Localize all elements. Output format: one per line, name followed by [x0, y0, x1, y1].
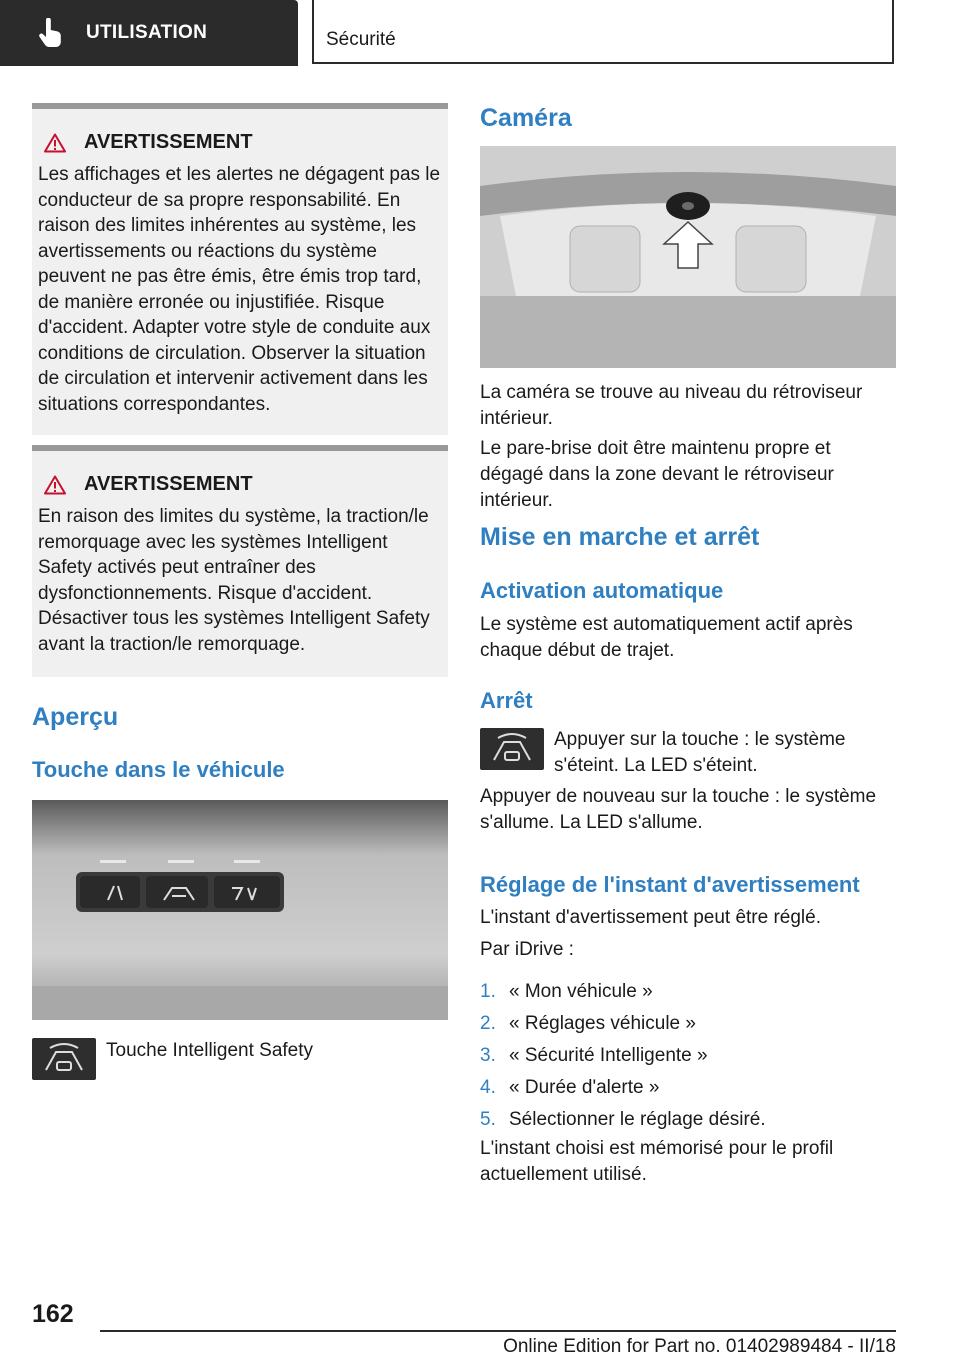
- warning-triangle-icon: [44, 475, 66, 495]
- chapter-tab: [312, 0, 894, 64]
- timing-text-2: Par iDrive :: [480, 939, 574, 960]
- timing-closing: L'instant choisi est mémorisé pour le profil actuellement utilisé.: [480, 1138, 834, 1185]
- heading-mise-en-marche: Mise en marche et arrêt: [480, 523, 760, 551]
- page-number: 162: [32, 1300, 74, 1328]
- list-item: 3. « Sécurité Intelligente »: [480, 1045, 708, 1066]
- warning-box-1: [32, 103, 448, 435]
- button-caption: Touche Intelligent Safety: [106, 1040, 314, 1061]
- intelligent-safety-button-icon: [480, 728, 544, 770]
- footer-edition: Online Edition for Part no. 01402989484 - II/18: [503, 1336, 896, 1357]
- section-title: UTILISATION: [86, 22, 208, 43]
- list-item: 4. « Durée d'alerte »: [480, 1077, 660, 1098]
- camera-photo: [480, 146, 896, 368]
- buttons-photo: [32, 800, 448, 1020]
- warning-triangle-icon: [44, 133, 66, 153]
- heading-camera: Caméra: [480, 104, 572, 132]
- heading-arret: Arrêt: [480, 688, 533, 713]
- warning-box-2: [32, 445, 448, 677]
- warning-title: AVERTISSEMENT: [84, 473, 253, 495]
- heading-apercu: Aperçu: [32, 703, 119, 731]
- list-item: 1. « Mon véhicule »: [480, 981, 653, 1002]
- hand-pointer-icon: [38, 18, 64, 48]
- warning-title: AVERTISSEMENT: [84, 131, 253, 153]
- heading-touche-vehicule: Touche dans le véhicule: [32, 757, 285, 782]
- warning-text: En raison des limites du système, la traction/le remorquage avec les systèmes Intelligent Safety activés peut entraîner des dysfonctionnements. Risque d'accident. Désactiver tous les systèmes Intelligent Safety avant la traction/le remorquage.: [38, 506, 430, 655]
- intelligent-safety-button-icon: [32, 1038, 96, 1080]
- footer-rule: [100, 1330, 896, 1332]
- chapter-title: Sécurité: [326, 29, 396, 50]
- auto-text: Le système est automatiquement actif après chaque début de trajet.: [480, 614, 853, 661]
- warning-text: Les affichages et les alertes ne dégagent pas le conducteur de sa propre responsabilité. En raison des limites inhérentes au système, les avertissements ou réactions du système peuvent ne pas être émis, être émis trop tard, de manière erronée ou injustifiée. Risque d'accident. Adapter votre style de conduite aux conditions de circulation. Observer la situation de circulation et intervenir activement dans les situations correspondantes.: [38, 164, 441, 415]
- heading-reglage-instant: Réglage de l'instant d'avertissement: [480, 872, 860, 897]
- off-text-2: Appuyer de nouveau sur la touche : le système s'allume. La LED s'allume.: [480, 786, 877, 833]
- list-item: 2. « Réglages véhicule »: [480, 1013, 696, 1034]
- camera-text-2: Le pare-brise doit être maintenu propre et dégagé dans la zone devant le rétroviseur intérieur.: [480, 438, 834, 511]
- steps-list: [480, 976, 896, 1136]
- timing-text-1: L'instant d'avertissement peut être réglé.: [480, 907, 821, 928]
- heading-activation-auto: Activation automatique: [480, 578, 724, 603]
- camera-text-1: La caméra se trouve au niveau du rétroviseur intérieur.: [480, 382, 863, 429]
- section-tab: [0, 0, 298, 66]
- off-text-1: Appuyer sur la touche : le système s'éteint. La LED s'éteint.: [554, 729, 846, 776]
- list-item: 5. Sélectionner le réglage désiré.: [480, 1109, 766, 1130]
